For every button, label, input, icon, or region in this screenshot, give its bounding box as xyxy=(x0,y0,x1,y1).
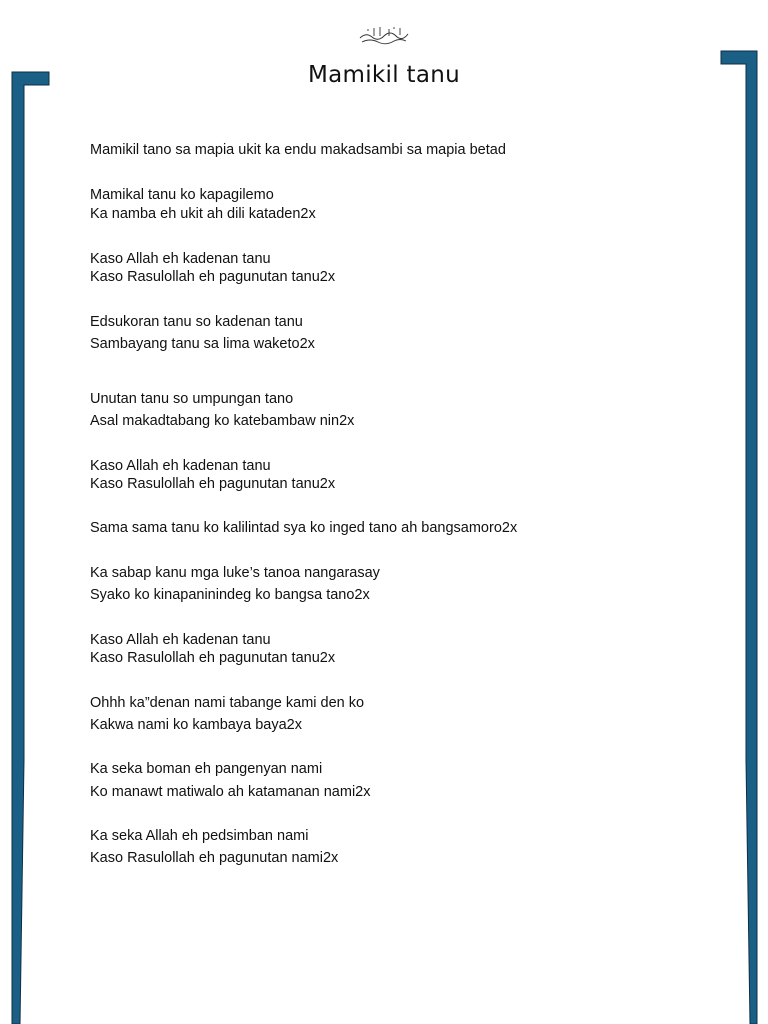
lyric-line: Ka seka Allah eh pedsimban nami xyxy=(90,828,309,844)
lyric-line: Unutan tanu so umpungan tano xyxy=(90,391,294,407)
left-frame-bracket xyxy=(12,72,49,1024)
lyric-line: Ka namba eh ukit ah dili kataden2x xyxy=(90,206,316,222)
lyric-line: Kaso Rasulollah eh pagunutan tanu2x xyxy=(90,476,336,492)
lyric-line: Kaso Allah eh kadenan tanu xyxy=(90,632,271,648)
lyric-line: Mamikil tano sa mapia ukit ka endu makadsambi sa mapia betad xyxy=(90,142,506,158)
lyric-line: Kaso Rasulollah eh pagunutan tanu2x xyxy=(90,650,336,666)
lyric-line: Ka seka boman eh pangenyan nami xyxy=(90,761,323,777)
lyric-line: Mamikal tanu ko kapagilemo xyxy=(90,187,274,203)
lyric-line: Sama sama tanu ko kalilintad sya ko inged tano ah bangsamoro2x xyxy=(90,520,518,536)
bismillah-calligraphy xyxy=(356,24,412,46)
lyric-line: Ka sabap kanu mga luke’s tanoa nangarasay xyxy=(90,565,380,581)
right-frame-bracket xyxy=(721,51,757,1024)
lyric-line: Kaso Allah eh kadenan tanu xyxy=(90,458,271,474)
lyric-line: Ko manawt matiwalo ah katamanan nami2x xyxy=(90,784,371,800)
lyric-line: Kaso Allah eh kadenan tanu xyxy=(90,251,271,267)
lyric-line: Kakwa nami ko kambaya baya2x xyxy=(90,717,302,733)
lyric-line: Asal makadtabang ko katebambaw nin2x xyxy=(90,413,355,429)
page-title: Mamikil tanu xyxy=(307,62,460,88)
lyric-line: Kaso Rasulollah eh pagunutan nami2x xyxy=(90,850,339,866)
lyric-line: Edsukoran tanu so kadenan tanu xyxy=(90,314,303,330)
lyric-line: Kaso Rasulollah eh pagunutan tanu2x xyxy=(90,269,336,285)
lyric-line: Ohhh ka”denan nami tabange kami den ko xyxy=(90,695,365,711)
lyric-line: Syako ko kinapaninindeg ko bangsa tano2x xyxy=(90,587,370,603)
lyric-line: Sambayang tanu sa lima waketo2x xyxy=(90,336,315,352)
